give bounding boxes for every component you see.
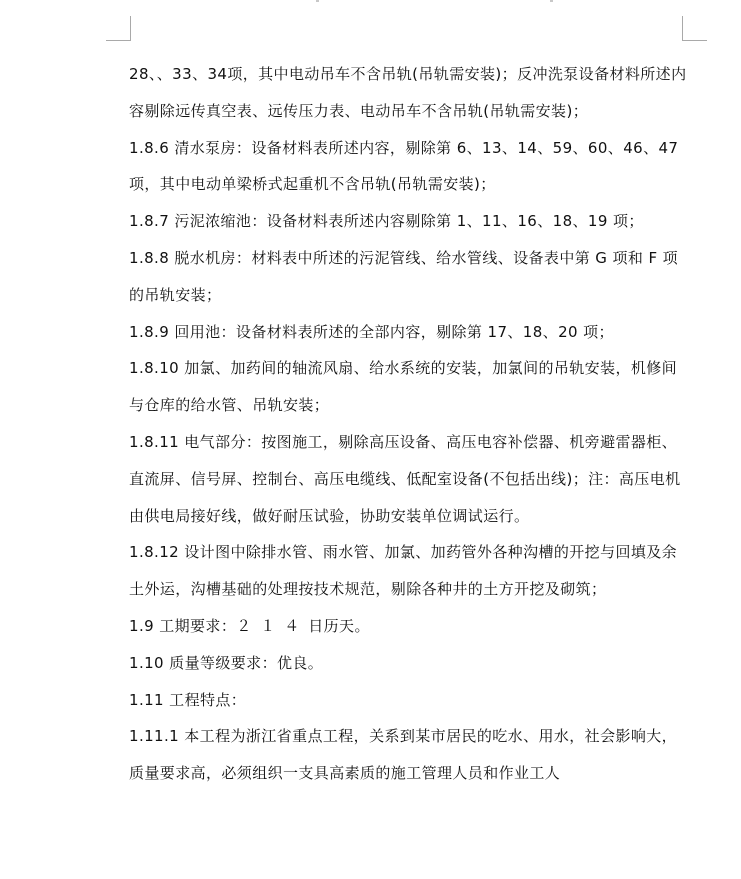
- paragraph: 1.8.6 清水泵房：设备材料表所述内容，剔除第 6、13、14、59、60、46、47 项，其中电动单梁桥式起重机不含吊轨(吊轨需安装)；: [129, 138, 679, 194]
- paragraph: 1.8.11 电气部分：按图施工，剔除高压设备、高压电容补偿器、机旁避雷器柜、直流屏、信号屏、控制台、高压电缆线、低配室设备(不包括出线)；注：高压电机由供电局接好线，做好耐压试验，协助安装单位调试运行。: [129, 432, 681, 525]
- paragraph-schedule: [129, 608, 689, 645]
- paragraph: 1.8.8 脱水机房：材料表中所述的污泥管线、给水管线、设备表中第 G 项和 F 项的吊轨安装；: [129, 248, 679, 304]
- schedule-label: 1.9 工期要求：: [129, 616, 237, 635]
- ruler-tick: [316, 0, 319, 2]
- crop-mark-left: [106, 16, 131, 41]
- schedule-suffix: 日历天。: [308, 616, 370, 635]
- paragraph: 1.8.9 回用池：设备材料表所述的全部内容，剔除第 17、18、20 项；: [129, 322, 614, 341]
- document-body: [129, 56, 689, 792]
- paragraph: 1.11.1 本工程为浙江省重点工程，关系到某市居民的吃水、用水，社会影响大，质量要求高，必须组织一支具高素质的施工管理人员和作业工人: [129, 727, 678, 783]
- paragraph: 1.10 质量等级要求：优良。: [129, 653, 324, 672]
- crop-mark-right: [682, 16, 707, 41]
- paragraph: 1.8.7 污泥浓缩池：设备材料表所述内容剔除第 1、11、16、18、19 项；: [129, 212, 644, 231]
- paragraph: 1.8.10 加氯、加药间的轴流风扇、给水系统的安装，加氯间的吊轨安装，机修间与仓库的给水管、吊轨安装；: [129, 359, 678, 415]
- paragraph: 28、、33、34项，其中电动吊车不含吊轨(吊轨需安装)；反冲洗泵设备材料所述内容剔除远传真空表、远传压力表、电动吊车不含吊轨(吊轨需安装)；: [129, 65, 687, 120]
- ruler-tick: [550, 0, 553, 2]
- paragraph: 1.11 工程特点：: [129, 690, 247, 709]
- schedule-days: ２１４: [236, 616, 309, 635]
- paragraph: 1.8.12 设计图中除排水管、雨水管、加氯、加药管外各种沟槽的开挖与回填及余土外运，沟槽基础的处理按技术规范，剔除各种井的土方开挖及砌筑；: [129, 543, 678, 599]
